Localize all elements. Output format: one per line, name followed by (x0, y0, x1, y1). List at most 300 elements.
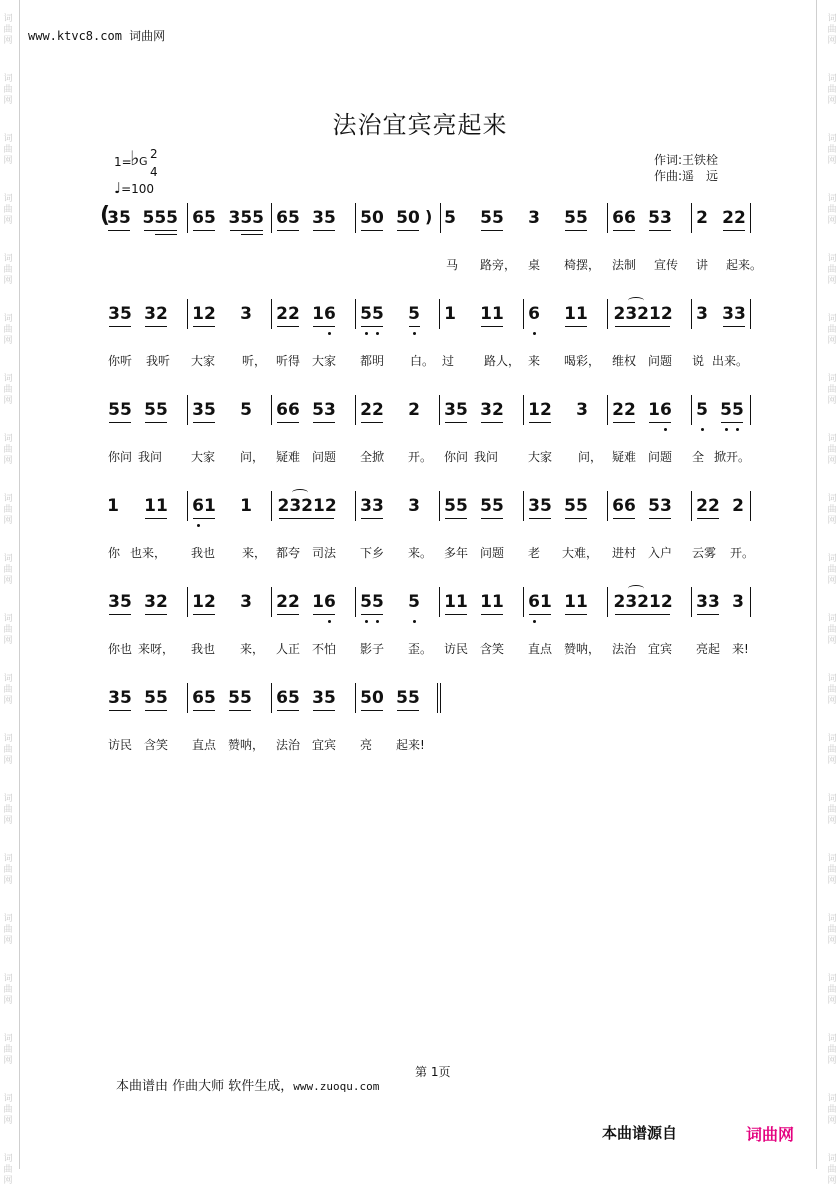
watermark-group (826, 1080, 838, 1140)
lyric-syllable: 都明 (360, 354, 385, 368)
watermark-char: 网 (827, 635, 837, 646)
beam-line (313, 614, 335, 615)
watermark-char: 词 (827, 133, 837, 144)
beam-line (313, 326, 335, 327)
bar-line (355, 203, 356, 233)
watermark-char: 曲 (827, 744, 837, 755)
bar-line (271, 683, 272, 713)
note-group: 55 (564, 496, 588, 516)
watermark-group (2, 420, 14, 480)
note-group: 32 (480, 400, 504, 420)
watermark-char: 网 (3, 635, 13, 646)
note-group: 55 (360, 304, 384, 324)
watermark-char: 曲 (827, 84, 837, 95)
bar-line (439, 491, 440, 521)
beam-line (361, 518, 383, 519)
note-group: 65 (276, 208, 300, 228)
lyric-syllable: 问题 (480, 546, 505, 560)
watermark-group (826, 780, 838, 840)
beam-line (721, 422, 743, 423)
bar-line (271, 299, 272, 329)
beam-line (144, 230, 177, 231)
lyric-syllable: 我听 (146, 354, 171, 368)
lyric-syllable: 桌 (528, 258, 541, 272)
watermark-char: 网 (3, 1055, 13, 1066)
beam-line (155, 234, 177, 235)
note-group: 555 (142, 208, 178, 228)
lyric-syllable: 宜宾 (312, 738, 337, 752)
lyric-syllable: 访民 (108, 738, 133, 752)
octave-dot (664, 428, 667, 431)
note-group: 55 (360, 592, 384, 612)
watermark-char: 词 (827, 193, 837, 204)
note-group: 61 (528, 592, 552, 612)
watermark-char: 曲 (3, 984, 13, 995)
beam-line (277, 614, 299, 615)
beam-line (193, 326, 215, 327)
lyric-syllable: 影子 (360, 642, 385, 656)
note-group: 16 (648, 400, 672, 420)
beam-line (145, 518, 167, 519)
watermark-group (2, 240, 14, 300)
lyric-syllable: 起来。 (726, 258, 763, 272)
note-group: 65 (192, 208, 216, 228)
bar-line (187, 683, 188, 713)
watermark-char: 网 (3, 395, 13, 406)
lyric-syllable: 亮起 (696, 642, 721, 656)
lyric-syllable: 路人， (484, 354, 521, 368)
watermark-char: 词 (3, 1033, 13, 1044)
watermark-group (826, 480, 838, 540)
beam-line (615, 326, 670, 327)
note-group: 11 (564, 592, 588, 612)
beam-line (565, 326, 587, 327)
lyric-syllable: 路旁， (480, 258, 517, 272)
slur-arc (628, 297, 644, 304)
watermark-group (826, 960, 838, 1020)
bar-line (607, 299, 608, 329)
watermark-group (2, 840, 14, 900)
note-group: 16 (312, 592, 336, 612)
lyric-syllable: 下乡 (360, 546, 385, 560)
watermark-char: 曲 (3, 1164, 13, 1175)
credits (654, 152, 718, 184)
note-group: 50 (360, 208, 384, 228)
lyric-syllable: 含笑 (480, 642, 505, 656)
beam-line (613, 518, 635, 519)
bar-line (355, 395, 356, 425)
watermark-char: 曲 (827, 24, 837, 35)
slur-arc (628, 585, 644, 592)
bar-line (607, 491, 608, 521)
watermark-char: 曲 (3, 1044, 13, 1055)
key-letter: G (139, 155, 148, 168)
note-group: 35 (108, 304, 132, 324)
watermark-group (2, 1020, 14, 1080)
watermark-char: 网 (827, 815, 837, 826)
watermark-char: 网 (827, 755, 837, 766)
watermark-char: 曲 (3, 564, 13, 575)
bar-line (187, 587, 188, 617)
lyric-syllable: 都夸 (276, 546, 301, 560)
note-group: 35 (312, 208, 336, 228)
watermark-char: 网 (827, 875, 837, 886)
composer: 作曲:遥 远 (654, 169, 719, 183)
note-group: 55 (144, 400, 168, 420)
watermark-char: 曲 (3, 444, 13, 455)
watermark-char: 网 (3, 275, 13, 286)
beam-line (277, 326, 299, 327)
bar-line (187, 491, 188, 521)
beam-line (445, 518, 467, 519)
note-group: 5 (444, 208, 456, 228)
watermark-group (826, 540, 838, 600)
time-numerator: 2 (150, 147, 158, 161)
watermark-char: 曲 (3, 744, 13, 755)
bar-line (355, 299, 356, 329)
watermark-char: 曲 (827, 144, 837, 155)
key-one: 1= (114, 155, 132, 169)
beam-line (145, 614, 167, 615)
watermark-char: 曲 (827, 204, 837, 215)
watermark-char: 网 (3, 935, 13, 946)
lyric-syllable: 大家 (312, 354, 337, 368)
lyric-syllable: 也来， (130, 546, 167, 560)
note-group: 35 (528, 496, 552, 516)
beam-line (565, 518, 587, 519)
note-group: 22 (276, 304, 300, 324)
beam-line (193, 230, 215, 231)
note-group: 35 (444, 400, 468, 420)
watermark-char: 曲 (3, 384, 13, 395)
lyric-syllable: 你 (108, 546, 121, 560)
lyric-syllable: 问， (578, 450, 603, 464)
lyric-syllable: 讲 (696, 258, 709, 272)
repeat-paren-open: ( (100, 203, 111, 228)
beam-line (565, 614, 587, 615)
watermark-group (826, 840, 838, 900)
note-group: 6 (528, 304, 540, 324)
beam-line (481, 326, 503, 327)
watermark-char: 词 (3, 13, 13, 24)
note-group: 53 (312, 400, 336, 420)
watermark-group (2, 900, 14, 960)
watermark-char: 词 (3, 1153, 13, 1164)
beam-line (723, 230, 745, 231)
watermark-char: 曲 (3, 864, 13, 875)
beam-line (145, 326, 167, 327)
lyric-syllable: 椅摆， (564, 258, 601, 272)
beam-line (723, 326, 745, 327)
watermark-group (826, 300, 838, 360)
watermark-char: 词 (3, 253, 13, 264)
watermark-char: 网 (3, 515, 13, 526)
note-group: 66 (612, 496, 636, 516)
watermark-char: 网 (827, 335, 837, 346)
watermark-char: 网 (3, 875, 13, 886)
bar-line (691, 491, 692, 521)
note-group: 35 (108, 592, 132, 612)
watermark-char: 曲 (3, 84, 13, 95)
watermark-char: 曲 (827, 864, 837, 875)
watermark-char: 词 (3, 493, 13, 504)
song-title: 法治宜宾亮起来 (332, 111, 508, 139)
watermark-group (2, 540, 14, 600)
tempo-value: =100 (121, 182, 155, 196)
watermark-char: 网 (827, 455, 837, 466)
lyric-syllable: 来， (242, 546, 267, 560)
beam-line (613, 422, 635, 423)
note-group: 3 (240, 304, 252, 324)
slur-arc (292, 489, 308, 496)
lyric-syllable: 你也 (108, 642, 133, 656)
watermark-char: 词 (3, 973, 13, 984)
beam-line (361, 422, 383, 423)
lyric-syllable: 老 (528, 546, 541, 560)
beam-line (109, 326, 131, 327)
note-group: 23212 (613, 592, 673, 612)
watermark-group (826, 240, 838, 300)
beam-line (279, 518, 334, 519)
lyric-syllable: 说 (692, 354, 705, 368)
watermark-char: 网 (3, 35, 13, 46)
watermark-left (2, 0, 14, 1186)
watermark-char: 曲 (827, 1104, 837, 1115)
watermark-group (826, 660, 838, 720)
watermark-char: 曲 (3, 264, 13, 275)
beam-line (481, 230, 503, 231)
beam-line (193, 614, 215, 615)
watermark-char: 词 (3, 193, 13, 204)
lyric-syllable: 疑难 (612, 450, 637, 464)
note-group: 11 (444, 592, 468, 612)
beam-line (481, 422, 503, 423)
note-group: 50 (396, 208, 420, 228)
watermark-char: 曲 (827, 924, 837, 935)
bar-line (750, 587, 751, 617)
watermark-char: 曲 (3, 204, 13, 215)
watermark-char: 词 (3, 313, 13, 324)
beam-line (277, 710, 299, 711)
octave-dot (736, 428, 739, 431)
watermark-char: 网 (3, 1175, 13, 1186)
watermark-char: 网 (827, 215, 837, 226)
watermark-char: 词 (827, 253, 837, 264)
watermark-char: 词 (827, 313, 837, 324)
bar-line (607, 587, 608, 617)
lyric-syllable: 大家 (191, 450, 216, 464)
octave-dot (328, 620, 331, 623)
bar-line (271, 203, 272, 233)
beam-line (481, 518, 503, 519)
note-group: 55 (396, 688, 420, 708)
watermark-right (826, 0, 838, 1186)
beam-line (565, 230, 587, 231)
note-group: 22 (722, 208, 746, 228)
beam-line (397, 710, 419, 711)
watermark-char: 词 (827, 13, 837, 24)
lyric-syllable: 起来! (396, 738, 425, 752)
bar-line (607, 395, 608, 425)
watermark-char: 网 (3, 215, 13, 226)
beam-line (145, 710, 167, 711)
lyric-syllable: 多年 (444, 546, 469, 560)
beam-line (529, 422, 551, 423)
note-group: 2 (408, 400, 420, 420)
lyric-syllable: 你问 (108, 450, 133, 464)
lyric-syllable: 问题 (312, 450, 337, 464)
bar-line (187, 203, 188, 233)
beam-line (277, 230, 299, 231)
watermark-char: 词 (3, 433, 13, 444)
note-group: 11 (144, 496, 168, 516)
beam-line (445, 422, 467, 423)
beam-line (193, 422, 215, 423)
note-group: 55 (108, 400, 132, 420)
note-group: 22 (276, 592, 300, 612)
octave-dot (413, 332, 416, 335)
lyric-syllable: 人正 (276, 642, 301, 656)
bar-line (523, 491, 524, 521)
lyric-syllable: 亮 (360, 738, 373, 752)
watermark-char: 词 (827, 913, 837, 924)
bar-line (691, 587, 692, 617)
watermark-char: 曲 (3, 144, 13, 155)
bar-line (523, 587, 524, 617)
watermark-char: 曲 (3, 1104, 13, 1115)
beam-line (361, 230, 383, 231)
note-group: 55 (564, 208, 588, 228)
watermark-char: 词 (3, 73, 13, 84)
watermark-char: 词 (827, 793, 837, 804)
bar-line (750, 491, 751, 521)
lyric-syllable: 疑难 (276, 450, 301, 464)
beam-line (361, 614, 383, 615)
octave-dot (533, 332, 536, 335)
watermark-char: 曲 (3, 624, 13, 635)
beam-line (277, 422, 299, 423)
lyric-syllable: 过 (442, 354, 455, 368)
note-group: 5 (408, 304, 420, 324)
note-group: 5 (696, 400, 708, 420)
watermark-group (826, 1020, 838, 1080)
watermark-char: 词 (827, 1153, 837, 1164)
bar-line (439, 587, 440, 617)
watermark-char: 词 (3, 853, 13, 864)
note-group: 65 (276, 688, 300, 708)
watermark-char: 曲 (827, 1164, 837, 1175)
watermark-char: 曲 (827, 444, 837, 455)
watermark-group (826, 360, 838, 420)
lyric-syllable: 法治 (612, 642, 637, 656)
bar-line (691, 203, 692, 233)
beam-line (193, 518, 215, 519)
time-denominator: 4 (150, 165, 158, 179)
beam-line (145, 422, 167, 423)
beam-line (697, 518, 719, 519)
note-group: 12 (192, 304, 216, 324)
watermark-group (2, 960, 14, 1020)
note-group: 33 (696, 592, 720, 612)
watermark-group (2, 720, 14, 780)
bar-line (355, 683, 356, 713)
note-group: 23212 (277, 496, 337, 516)
octave-dot (328, 332, 331, 335)
note-group: 55 (480, 208, 504, 228)
note-group: 65 (192, 688, 216, 708)
beam-line (313, 230, 335, 231)
watermark-char: 网 (827, 395, 837, 406)
beam-line (361, 710, 383, 711)
watermark-char: 词 (3, 1093, 13, 1104)
lyric-syllable: 开。 (408, 450, 433, 464)
octave-dot (376, 332, 379, 335)
bar-line (187, 395, 188, 425)
lyric-syllable: 我问 (474, 450, 499, 464)
beam-line (649, 230, 671, 231)
lyric-syllable: 宜宾 (648, 642, 673, 656)
note-group: 32 (144, 304, 168, 324)
watermark-char: 网 (3, 95, 13, 106)
watermark-group (826, 1140, 838, 1200)
beam-line (230, 230, 263, 231)
generator-note (116, 1075, 379, 1094)
watermark-group (826, 420, 838, 480)
lyric-syllable: 歪。 (408, 642, 433, 656)
watermark-char: 曲 (3, 324, 13, 335)
lyric-syllable: 访民 (444, 642, 469, 656)
brand-logo: 词曲网 (746, 1125, 795, 1144)
lyric-syllable: 问， (240, 450, 265, 464)
lyric-syllable: 我也 (191, 642, 216, 656)
octave-dot (365, 620, 368, 623)
watermark-char: 词 (3, 913, 13, 924)
beam-line (241, 234, 263, 235)
note-group: 3 (240, 592, 252, 612)
watermark-char: 词 (3, 373, 13, 384)
lyric-syllable: 云雾 (692, 546, 717, 560)
lyric-syllable: 进村 (612, 546, 637, 560)
watermark-char: 网 (3, 755, 13, 766)
note-group: 22 (612, 400, 636, 420)
lyric-syllable: 开。 (730, 546, 755, 560)
lyric-syllable: 不怕 (312, 642, 337, 656)
octave-dot (725, 428, 728, 431)
note-group: 35 (107, 208, 131, 228)
lyricist: 作词:王铁栓 (654, 153, 719, 167)
beam-line (109, 614, 131, 615)
watermark-char: 词 (3, 613, 13, 624)
lyric-syllable: 来呀， (138, 642, 175, 656)
watermark-char: 网 (3, 995, 13, 1006)
watermark-char: 词 (3, 133, 13, 144)
lyric-syllable: 直点 (192, 738, 217, 752)
note-group: 3 (408, 496, 420, 516)
note-group: 16 (312, 304, 336, 324)
note-group: 11 (480, 592, 504, 612)
note-group: 2 (696, 208, 708, 228)
lyric-syllable: 来 (528, 354, 541, 368)
lyric-syllable: 我问 (138, 450, 163, 464)
note-group: 1 (444, 304, 456, 324)
page-number: 第 1页 (415, 1065, 451, 1079)
beam-line (445, 614, 467, 615)
bar-line (607, 203, 608, 233)
note-group: 35 (108, 688, 132, 708)
watermark-char: 词 (827, 733, 837, 744)
octave-dot (376, 620, 379, 623)
watermark-char: 网 (3, 155, 13, 166)
